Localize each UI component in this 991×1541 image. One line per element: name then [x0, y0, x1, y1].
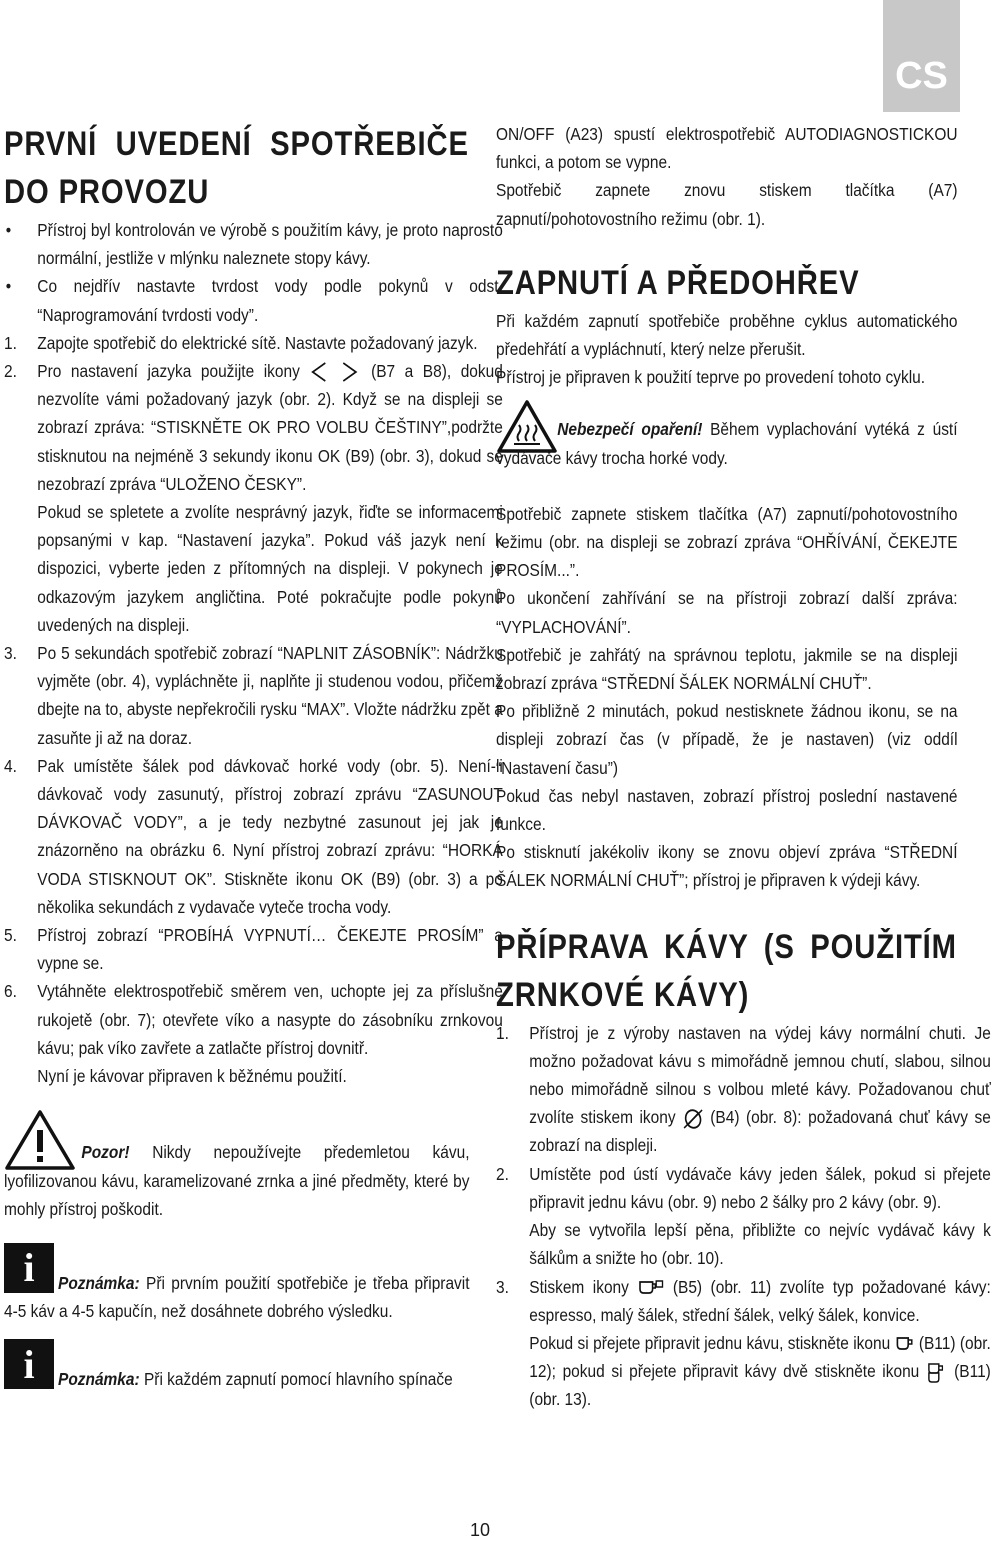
step-text: (B5) (obr. 11) zvolíte typ požadované kávy: espresso, malý šálek, střední šálek, velký šálek, konvice.	[529, 1276, 991, 1325]
step-text: Vytáhněte elektrospotřebič směrem ven, uchopte jej za příslušné rukojetě (obr. 7); otevřete víko a nasypte do zásobníku zrnkovou kávu; pak víko zavřete a zatlačte přístroj dovnitř.	[37, 981, 503, 1058]
bullet-item	[4, 272, 503, 328]
warning-block	[4, 1108, 470, 1223]
step-text: Umístěte pod ústí vydávače kávy jeden šálek, pokud si přejete připravit jednu kávu (obr. 9) nebo 2 šálky pro 2 kávy (obr. 9).	[529, 1163, 991, 1212]
note-block	[4, 1339, 470, 1393]
step-number: 2.	[496, 1163, 509, 1184]
paragraph: Při každém zapnutí spotřebiče proběhne cyklus automatického předehřátí a vypláchnutí, který nelze přerušit.	[496, 310, 958, 360]
note-text	[4, 1339, 470, 1393]
left-column	[4, 120, 503, 1394]
danger-text	[496, 399, 958, 471]
paragraph: Po přibližně 2 minutách, pokud nestisknete žádnou ikonu, se na displeji zobrazí čas (v případě, že je nastaven) (viz oddíl “Nastavení času”)	[496, 701, 958, 778]
step-text: Zapojte spotřebič do elektrické sítě. Nastavte požadovaný jazyk.	[37, 332, 478, 353]
section-heading-first-use: PRVNÍ UVEDENÍ SPOTŘEBIČE DO PROVOZU	[4, 125, 469, 211]
note-label: Poznámka:	[58, 1369, 140, 1390]
paragraph: Po stisknutí jakékoliv ikony se znovu objeví zpráva “STŘEDNÍ ŠÁLEK NORMÁLNÍ CHUŤ”; přístroj je připraven k výdeji kávy.	[496, 842, 958, 891]
step-1	[496, 1019, 991, 1160]
double-cup-icon	[926, 1362, 948, 1384]
step-text: Pak umístěte šálek pod dávkovač horké vody (obr. 5). Není-li dávkovač vody zasunutý, přístroj zobrazí zprávu “ZASUNOUT DÁVKOVAČ VODY”, a je tedy nezbytné zasunout jej jak je znázorněno na obrázku 6. Nyní přístroj zobrazí zprávu: “HORKÁ VODA STISKNOUT OK”. Stiskněte ikonu OK (B9) (obr. 3) a po několika sekundách z vydavače vyteče trocha vody.	[37, 755, 503, 917]
info-icon: i	[4, 1243, 54, 1293]
bullet-text: Přístroj byl kontrolován ve výrobě s použitím kávy, je proto naprosto normální, jestliže v mlýnku naleznete stopy kávy.	[37, 220, 503, 269]
note-body: Při prvním použití spotřebiče je třeba připravit 4-5 káv a 4-5 kapučín, než dosáhnete dobrého výsledku.	[4, 1272, 470, 1322]
step-text: (B4) (obr. 8): požadovaná chuť kávy se zobrazí na displeji.	[529, 1107, 991, 1156]
right-column	[496, 120, 991, 1414]
step-text: Aby se vytvořila lepší pěna, přibližte co nejvíc vydávač kávy k šálkům a snižte ho (obr. 10).	[529, 1220, 991, 1269]
step-text: Nyní je kávovar připraven k běžnému použití.	[37, 1066, 347, 1087]
paragraph: Spotřebič je zahřátý na správnou teplotu, jakmile se na displeji zobrazí zpráva “STŘEDNÍ ŠÁLEK NORMÁLNÍ CHUŤ”.	[496, 644, 958, 694]
step-number: 6.	[4, 981, 17, 1002]
step-text: Stiskem ikony	[529, 1276, 629, 1297]
step-2	[4, 357, 503, 639]
arrows-left-right-icon	[309, 361, 361, 383]
step-text: Přístroj je z výroby nastaven na výdej kávy normální chuti. Je možno požadovat kávu s mimořádně jemnou chutí, slabou, silnou nebo mimořádně silnou s volbou mleté kávy. Požadovanou chuť zvolíte stiskem ikony	[529, 1022, 991, 1128]
bullet-text: Co nejdřív nastavte tvrdost vody podle pokynů v odst. “Naprogramování tvrdosti vody”.	[37, 276, 503, 325]
note-label: Poznámka:	[58, 1272, 140, 1293]
warning-text	[4, 1108, 470, 1223]
step-text: Pokud si přejete připravit jednu kávu, stiskněte ikonu	[529, 1332, 891, 1353]
danger-block	[496, 399, 958, 471]
spacer	[4, 1090, 470, 1108]
spacer	[4, 1223, 470, 1243]
intro-text: Spotřebič zapnete znovu stiskem tlačítka (A7) zapnutí/pohotovostního režimu (obr. 1).	[496, 180, 958, 229]
step-4	[4, 752, 503, 921]
step-1	[4, 329, 503, 357]
paragraph: Spotřebič zapnete stiskem tlačítka (A7) zapnutí/pohotovostního režimu (obr. na displeji se zobrazí zpráva “OHŘÍVÁNÍ, ČEKEJTE PROSÍM...”.	[496, 503, 958, 581]
step-text: Pokud se spletete a zvolíte nesprávný jazyk, řiďte se informacemi popsanými v kap. “Nastavení jazyka”. Pokud váš jazyk není k dispozici, vyberte jeden z přítomných na displeji. V pokynech je odkazovým jazykem angličtina. Poté pokračujte podle pokynů uvedených na displeji.	[37, 502, 503, 635]
paragraph: Pokud čas nebyl nastaven, zobrazí přístroj poslední nastavené funkce.	[496, 785, 958, 835]
step-text: Po 5 sekundách spotřebič zobrazí “NAPLNIT ZÁSOBNÍK”: Nádržku vyjměte (obr. 4), vypláchněte ji, naplňte ji studenou vodou, přičemž dbejte na to, abyste nepřekročili rysku “MAX”. Vložte nádržku zpět a zasuňte ji až na doraz.	[37, 643, 503, 748]
paragraph: Přístroj je připraven k použití teprve po provedení tohoto cyklu.	[496, 367, 926, 388]
page-number: 10	[470, 1520, 491, 1540]
spacer	[496, 472, 958, 500]
coffee-bean-aroma-icon	[682, 1108, 704, 1130]
spacer	[496, 391, 958, 399]
step-2	[496, 1160, 991, 1273]
single-cup-icon	[895, 1335, 915, 1353]
step-text: (B7 a B8), dokud nezvolíte vámi požadovaný jazyk (obr. 2). Když se na displeji se zobrazí zpráva: “STISKNĚTE OK PRO VOLBU ČEŠTINY”,podržte stisknutou na nejméně 3 sekundy ikonu OK (B9) (obr. 3), dokud se nezobrazí zpráva “ULOŽENO ČESKY”.	[37, 361, 503, 494]
intro-text: ON/OFF (A23) spustí elektrospotřebič AUTODIAGNOSTICKOU funkci, a potom se vypne.	[496, 124, 958, 173]
warning-body: Nikdy nepoužívejte předemletou kávu, lyofilizovanou kávu, karamelizované zrnka a jiné předměty, které by mohly přístroj poškodit.	[4, 1142, 470, 1219]
bullet-marker: •	[5, 220, 12, 240]
note-body: Při každém zapnutí pomocí hlavního spínače	[143, 1369, 453, 1390]
language-tab	[883, 0, 960, 112]
section-heading-power-on: ZAPNUTÍ A PŘEDOHŘEV	[496, 263, 860, 302]
step-number: 1.	[4, 332, 17, 353]
step-number: 3.	[4, 643, 17, 664]
cup-size-icon	[637, 1279, 664, 1297]
step-number: 3.	[496, 1276, 509, 1297]
spacer	[4, 1325, 470, 1339]
step-number: 5.	[4, 925, 17, 946]
step-text: (B11) (obr. 13).	[529, 1361, 991, 1410]
bullet-marker: •	[5, 276, 12, 297]
step-text: Pro nastavení jazyka použijte ikony	[37, 361, 300, 382]
step-text: (B11) (obr. 12); pokud si přejete připravit kávy dvě stiskněte ikonu	[529, 1332, 991, 1382]
step-number: 4.	[4, 755, 17, 776]
spacer	[496, 895, 958, 923]
danger-label: Nebezpečí opaření!	[557, 419, 703, 440]
step-3	[4, 639, 503, 752]
bullet-item	[4, 216, 503, 272]
note-text	[4, 1243, 470, 1325]
step-text: Přístroj zobrazí “PROBÍHÁ VYPNUTÍ… ČEKEJTE PROSÍM” a vypne se.	[37, 925, 503, 974]
step-6	[4, 977, 503, 1090]
danger-body: Během vyplachování vytéká z ústí vydávače kávy trocha horké vody.	[496, 419, 958, 468]
step-number: 1.	[496, 1022, 509, 1043]
step-5	[4, 921, 503, 977]
paragraph: Po ukončení zahřívání se na přístroji zobrazí další zpráva: “VYPLACHOVÁNÍ”.	[496, 588, 958, 637]
section-heading-coffee-preparation: PŘÍPRAVA KÁVY (S POUŽITÍM ZRNKOVÉ KÁVY)	[496, 927, 957, 1014]
warning-label: Pozor!	[81, 1142, 130, 1163]
step-3	[496, 1273, 991, 1414]
note-block	[4, 1243, 470, 1325]
info-icon: i	[4, 1339, 54, 1389]
step-number: 2.	[4, 361, 17, 382]
language-code: CS	[895, 55, 948, 97]
spacer	[496, 233, 958, 259]
